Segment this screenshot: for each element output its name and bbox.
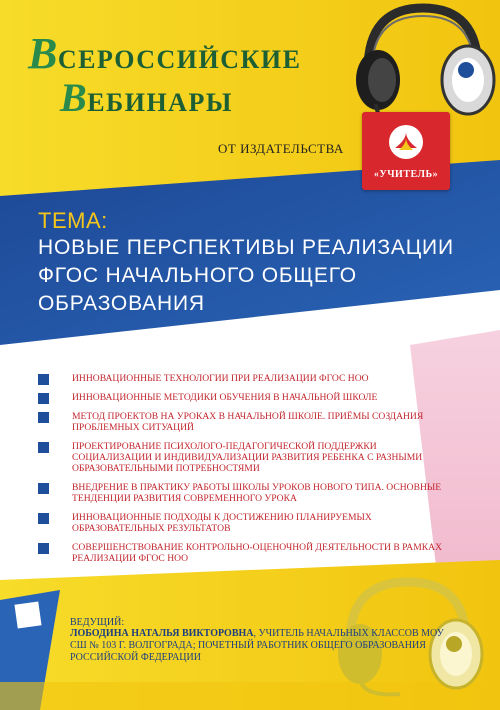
publisher-label: ОТ ИЗДАТЕЛЬСТВА xyxy=(218,141,344,156)
topic-title: НОВЫЕ ПЕРСПЕКТИВЫ РЕАЛИЗАЦИИ ФГОС НАЧАЛЬНОГО ОБЩЕГО ОБРАЗОВАНИЯ xyxy=(38,236,454,315)
presenter-info xyxy=(70,628,460,664)
presenter-label: ВЕДУЩИЙ: xyxy=(70,617,125,628)
square-bullet-icon xyxy=(38,543,49,554)
brand-line1-cap: В xyxy=(28,29,58,78)
agenda-item-text: ИННОВАЦИОННЫЕ ТЕХНОЛОГИИ ПРИ РЕАЛИЗАЦИИ ФГОС НОО xyxy=(72,373,369,384)
presenter-details: , УЧИТЕЛЬ НАЧАЛЬНЫХ КЛАССОВ МОУ СШ № 103 Г. ВОЛГОГРАДА; ПОЧЕТНЫЙ РАБОТНИК ОБЩЕГО ОБРАЗОВАНИЯ РОССИЙСКОЙ ФЕДЕРАЦИИ xyxy=(70,628,444,663)
agenda-item xyxy=(38,482,458,504)
brand-line2-cap: В xyxy=(60,75,88,120)
square-bullet-icon xyxy=(38,374,49,385)
agenda-item xyxy=(38,373,458,384)
square-bullet-icon xyxy=(38,483,49,494)
agenda-item-text: ИННОВАЦИОННЫЕ ПОДХОДЫ К ДОСТИЖЕНИЮ ПЛАНИРУЕМЫХ ОБРАЗОВАТЕЛЬНЫХ РЕЗУЛЬТАТОВ xyxy=(72,512,372,534)
agenda-item xyxy=(38,392,458,403)
brand-title-line1 xyxy=(28,28,301,79)
brand-line1-rest: СЕРОССИЙСКИЕ xyxy=(57,45,302,74)
agenda-item-text: МЕТОД ПРОЕКТОВ НА УРОКАХ В НАЧАЛЬНОЙ ШКОЛЕ. ПРИЁМЫ СОЗДАНИЯ ПРОБЛЕМНЫХ СИТУАЦИЙ xyxy=(72,411,424,433)
book-emblem-icon xyxy=(362,118,450,168)
white-square-decoration xyxy=(14,601,41,628)
square-bullet-icon xyxy=(38,513,49,524)
topic-label: ТЕМА: xyxy=(38,208,108,233)
agenda-item xyxy=(38,411,458,433)
agenda-item-text: ВНЕДРЕНИЕ В ПРАКТИКУ РАБОТЫ ШКОЛЫ УРОКОВ НОВОГО ТИПА. ОСНОВНЫЕ ТЕНДЕНЦИИ РАЗВИТИЯ СОВРЕМЕННОГО УРОКА xyxy=(72,482,442,504)
agenda-item-text: ПРОЕКТИРОВАНИЕ ПСИХОЛОГО-ПЕДАГОГИЧЕСКОЙ ПОДДЕРЖКИ СОЦИАЛИЗАЦИИ И ИНДИВИДУАЛИЗАЦИИ РАЗВИТИЯ РЕБЕНКА С РАЗНЫМИ ОБРАЗОВАТЕЛЬНЫМИ ПОТРЕБНОСТЯМИ xyxy=(72,441,423,474)
publisher-logo xyxy=(362,112,450,190)
agenda-item xyxy=(38,441,458,474)
agenda-list xyxy=(38,373,458,572)
brand-line2-rest: ЕБИНАРЫ xyxy=(87,88,233,117)
brand-title-line2 xyxy=(60,74,233,121)
agenda-item xyxy=(38,512,458,534)
square-bullet-icon xyxy=(38,442,49,453)
square-bullet-icon xyxy=(38,412,49,423)
presenter-name: ЛОБОДИНА НАТАЛЬЯ ВИКТОРОВНА xyxy=(70,628,254,639)
logo-text: «УЧИТЕЛЬ» xyxy=(373,169,439,180)
agenda-item xyxy=(38,542,458,564)
agenda-item-text: ИННОВАЦИОННЫЕ МЕТОДИКИ ОБУЧЕНИЯ В НАЧАЛЬНОЙ ШКОЛЕ xyxy=(72,392,378,403)
agenda-item-text: СОВЕРШЕНСТВОВАНИЕ КОНТРОЛЬНО-ОЦЕНОЧНОЙ ДЕЯТЕЛЬНОСТИ В РАМКАХ РЕАЛИЗАЦИИ ФГОС НОО xyxy=(72,542,443,564)
square-bullet-icon xyxy=(38,393,49,404)
